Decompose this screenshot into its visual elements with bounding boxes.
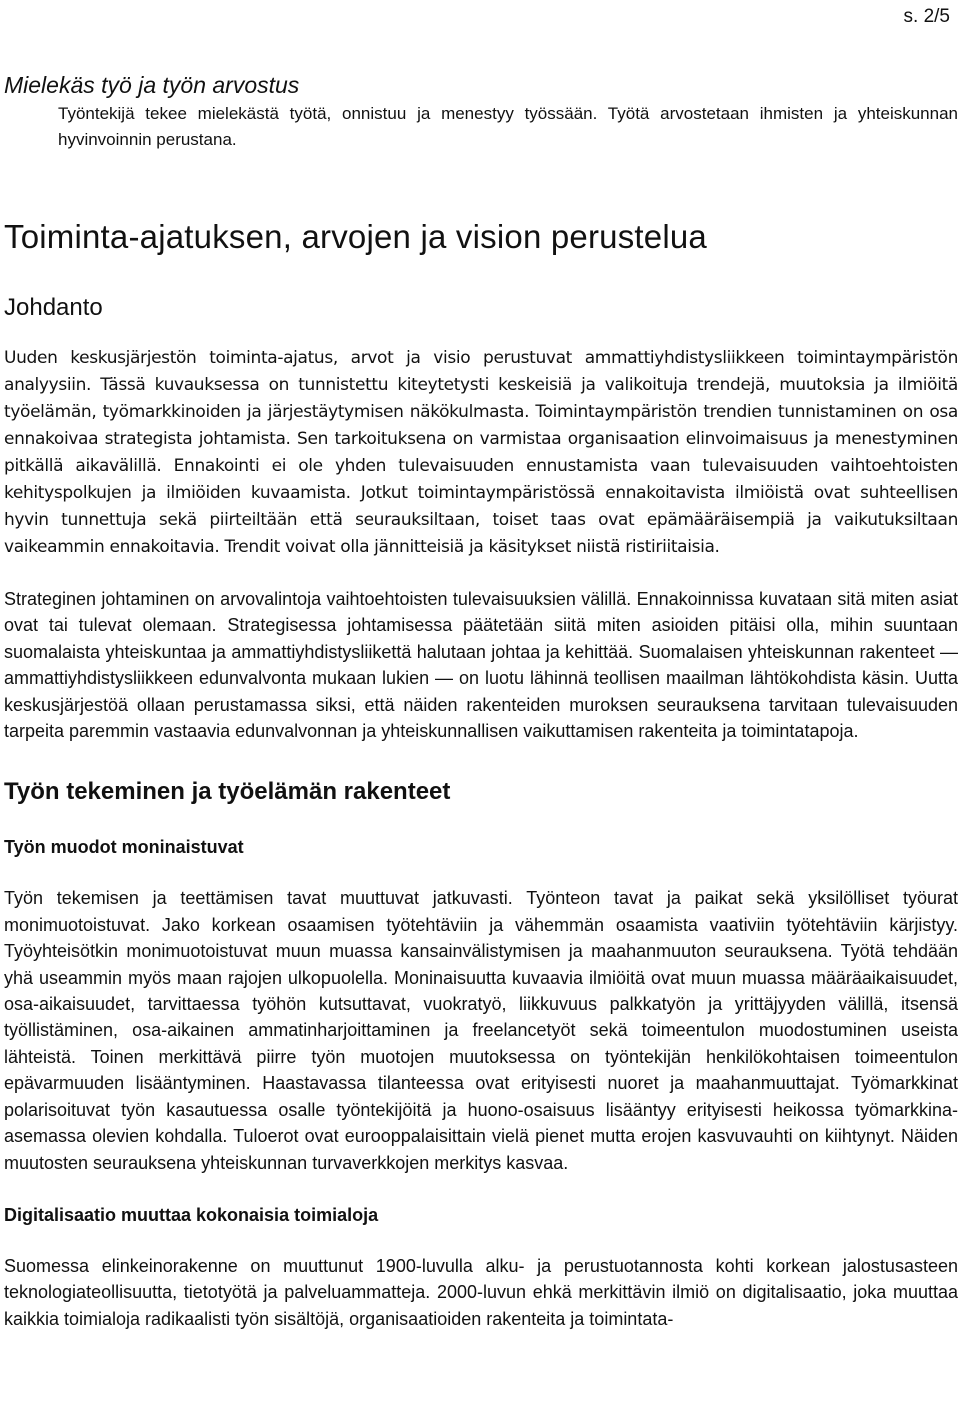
intro-heading: Johdanto [4,294,103,321]
work-forms-paragraph: Työn tekemisen ja teettämisen tavat muuttuvat jatkuvasti. Työnteon tavat ja paikat sekä yksilölliset työurat monimuotoistuvat. Jako korkean osaamisen työtehtäviin ja vähemmän osaamista vaativiin työtehtäviin kärjistyy. Työyhteisötkin monimuotoistuvat muun muassa kansainvälistymisen ja maahanmuuton seurauksena. Työtä tehdään yhä useammin myös maan rajojen ulkopuolella. Moninaisuutta kuvaavia ilmiöitä ovat muun muassa määräaikaisuudet, osa-aikaisuudet, tarvittaessa työhön kutsuttavat, vuokratyö, liikkuvuus palkkatyön ja yrittäjyyden välillä, itsensä työllistäminen, osa-aikainen ammatinharjoittaminen ja freelancetyöt sekä toimeentulon muodostuminen useista lähteistä. Toinen merkittävä piirre työn muotojen muutoksessa on työntekijän henkilökohtaisen toimeentulon epävarmuuden lisääntyminen. Haastavassa tilanteessa ovat erityisesti nuoret ja maahanmuuttajat. Työmarkkinat polarisoituvat työn kasautuessa osalle työntekijöitä ja huono-osaisuus lisääntyy erityisesti heikossa työmarkkina-asemassa olevien kohdalla. Tuloerot ovat eurooppalaisittain vielä pienet mutta erojen kasvuvauhti on kiihtynyt. Näiden muutosten seurauksena yhteiskunnan turvaverkkojen merkitys kasvaa. [4,888,958,1173]
meaningful-work-text: Työntekijä tekee mielekästä työtä, onnistuu ja menestyy työssään. Työtä arvostetaan ihmisten ja yhteiskunnan hyvinvoinnin perustana. [58,104,958,149]
work-forms-heading: Työn muodot moninaistuvat [4,837,244,858]
meaningful-work-title: Mielekäs työ ja työn arvostus [4,72,300,98]
main-title: Toiminta-ajatuksen, arvojen ja vision perustelua [4,218,707,255]
page-number: s. 2/5 [903,6,950,27]
intro-paragraph: Uuden keskusjärjestön toiminta-ajatus, arvot ja visio perustuvat ammattiyhdistysliikkeen toimintaympäristön analyysiin. Tässä kuvauksessa on tunnistettu kiteytetysti keskeisiä ja valikoituja trendejä, muutoksia ja ilmiöitä työelämän, työmarkkinoiden ja järjestäytymisen näkökulmasta. Toimintaympäristön trendien tunnistaminen on osa ennakoivaa strategista johtamista. Sen tarkoituksena on varmistaa organisaation elinvoimaisuus ja menestyminen pitkällä aikavälillä. Ennakointi ei ole yhden tulevaisuuden ennustamista vaan tulevaisuuden vaihtoehtoisten kehityspolkujen ja ilmiöiden kuvaamista. Jotkut toimintaympäristössä ennakoitavista ilmiöistä ovat suhteellisen hyvin tunnettuja sekä piirteiltään että seurauksiltaan, toiset taas ovat epämääräisempiä ja vaikutuksiltaan vaikeammin ennakoitavia. Trendit voivat olla jännitteisiä ja käsitykset niistä ristiriitaisia. [4,348,958,557]
work-section-heading: Työn tekeminen ja työelämän rakenteet [4,778,451,806]
digitalisation-paragraph: Suomessa elinkeinorakenne on muuttunut 1900-luvulla alku- ja perustuotannosta kohti korkean jalostusasteen teknologiateollisuutta, tietotyötä ja palveluammatteja. 2000-luvun ehkä merkittävin ilmiö on digitalisaatio, joka muuttaa kaikkia toimialoja radikaalisti työn sisältöjä, organisaatioiden rakenteita ja toimintata- [4,1255,958,1329]
strategy-paragraph: Strateginen johtaminen on arvovalintoja vaihtoehtoisten tulevaisuuksien välillä. Ennakoinnissa kuvataan sitä miten asiat ovat tai tulevat olemaan. Strategisessa johtamisessa päätetään siitä miten asioiden pitäisi olla, mihin suuntaan suomalaista yhteiskuntaa ja ammattiyhdistysliikettä halutaan johtaa ja kehittää. Suomalaisen yhteiskunnan rakenteet — ammattiyhdistysliikkeen edunvalvonta mukaan lukien — on luotu lähinnä teollisen maailman lähtökohdista käsin. Uutta keskusjärjestöä ollaan perustamassa siksi, että näiden rakenteiden muroksen seurauksena tarvitaan tulevaisuuden tarpeita paremmin vastaavia edunvalvonnan ja yhteiskunnallisen vaikuttamisen rakenteita ja toimintatapoja. [4,589,958,742]
digitalisation-heading: Digitalisaatio muuttaa kokonaisia toimialoja [4,1204,379,1225]
document-body [4,0,958,1332]
